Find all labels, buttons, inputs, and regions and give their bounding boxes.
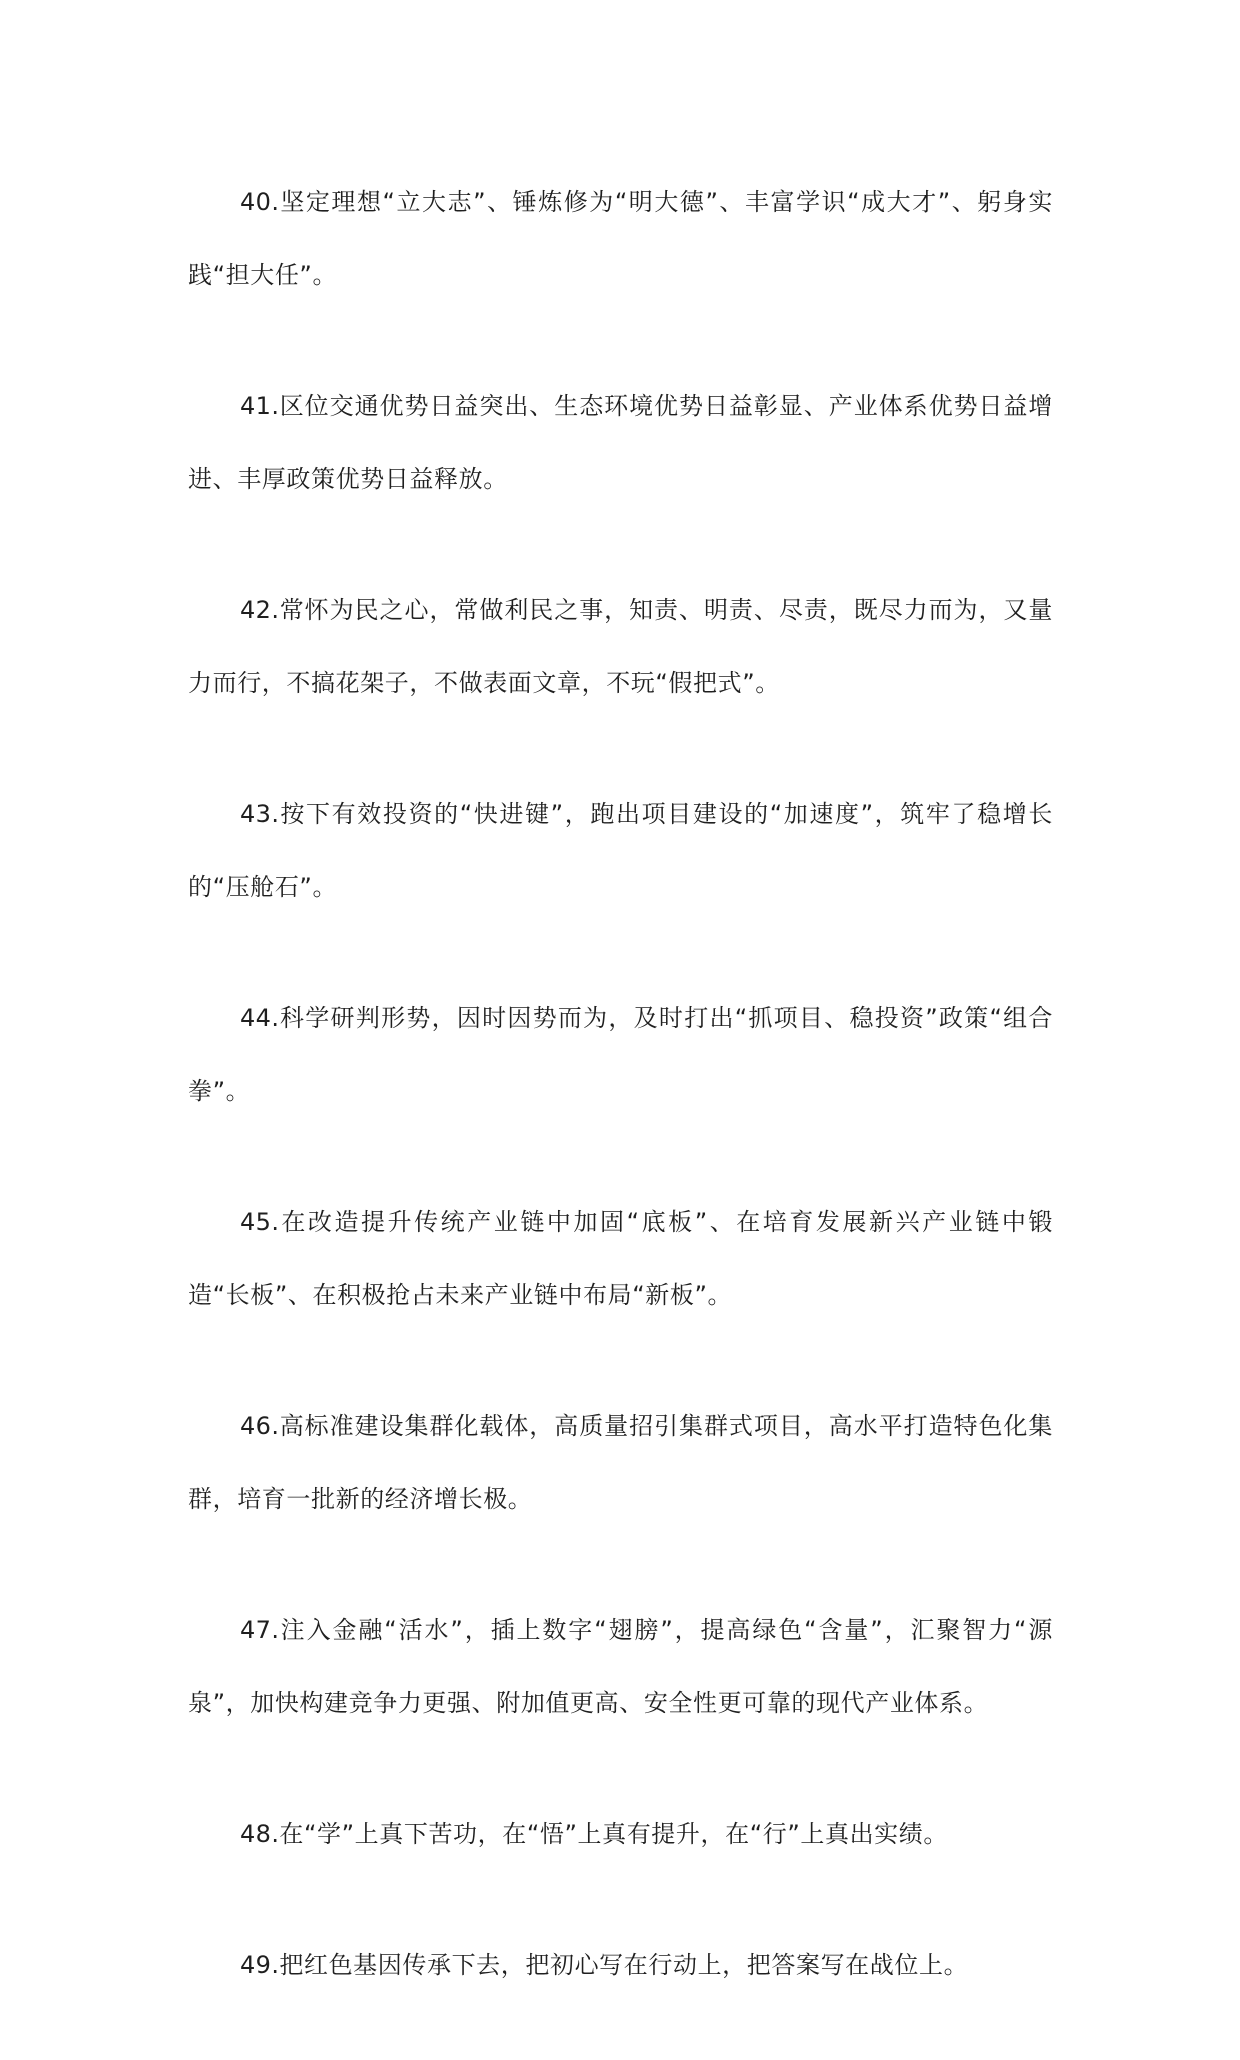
paragraph-text: 坚定理想“立大志”、锤炼修为“明大德”、丰富学识“成大才”、躬身实践“担大任”。 [188, 188, 1053, 289]
paragraph-number: 46. [240, 1412, 280, 1440]
paragraph-text: 高标准建设集群化载体，高质量招引集群式项目，高水平打造特色化集群，培育一批新的经济增长极。 [188, 1412, 1053, 1513]
paragraph-49 [188, 1929, 1053, 2002]
paragraph-text: 在“学”上真下苦功，在“悟”上真有提升，在“行”上真出实绩。 [279, 1820, 948, 1848]
paragraph-text: 注入金融“活水”，插上数字“翅膀”，提高绿色“含量”，汇聚智力“源泉”，加快构建竞争力更强、附加值更高、安全性更可靠的现代产业体系。 [188, 1616, 1053, 1717]
paragraph-number: 42. [240, 596, 280, 624]
paragraph-text: 把红色基因传承下去，把初心写在行动上，把答案写在战位上。 [279, 1951, 969, 1979]
paragraph-text: 按下有效投资的“快进键”，跑出项目建设的“加速度”，筑牢了稳增长的“压舱石”。 [188, 800, 1053, 901]
paragraph-48 [188, 1798, 1053, 1871]
paragraph-number: 45. [240, 1208, 280, 1236]
document-body [188, 166, 1053, 2060]
paragraph-number: 40. [240, 188, 280, 216]
paragraph-text: 区位交通优势日益突出、生态环境优势日益彰显、产业体系优势日益增进、丰厚政策优势日益释放。 [188, 392, 1053, 493]
paragraph-number: 44. [240, 1004, 280, 1032]
paragraph-number: 41. [240, 392, 280, 420]
paragraph-44 [188, 982, 1053, 1128]
paragraph-number: 49. [240, 1951, 280, 1979]
paragraph-number: 43. [240, 800, 280, 828]
paragraph-42 [188, 574, 1053, 720]
paragraph-45 [188, 1186, 1053, 1332]
paragraph-41 [188, 370, 1053, 516]
paragraph-number: 48. [240, 1820, 280, 1848]
paragraph-text: 常怀为民之心，常做利民之事，知责、明责、尽责，既尽力而为，又量力而行，不搞花架子，不做表面文章，不玩“假把式”。 [188, 596, 1053, 697]
paragraph-number: 47. [240, 1616, 280, 1644]
paragraph-40 [188, 166, 1053, 312]
paragraph-43 [188, 778, 1053, 924]
paragraph-46 [188, 1390, 1053, 1536]
paragraph-text: 在改造提升传统产业链中加固“底板”、在培育发展新兴产业链中锻造“长板”、在积极抢占未来产业链中布局“新板”。 [188, 1208, 1053, 1309]
paragraph-47 [188, 1594, 1053, 1740]
paragraph-text: 科学研判形势，因时因势而为，及时打出“抓项目、稳投资”政策“组合拳”。 [188, 1004, 1053, 1105]
